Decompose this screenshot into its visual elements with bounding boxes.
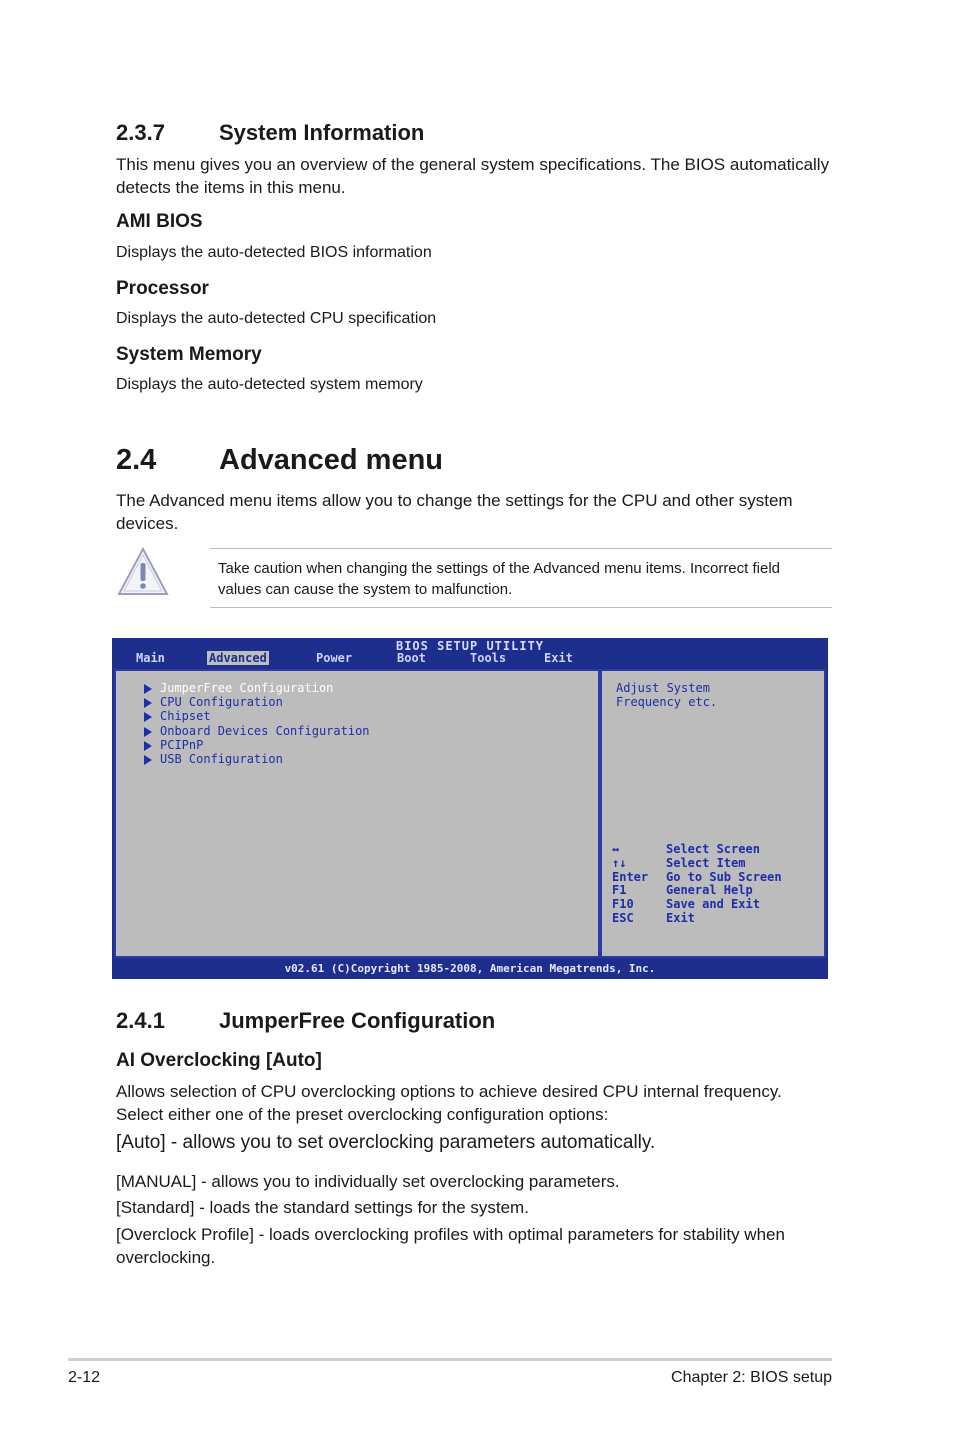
chapter-label: Chapter 2: BIOS setup [671,1369,832,1386]
ai-overclocking-intro: Allows selection of CPU overclocking options to achieve desired CPU internal frequency. Select either one of the preset overclocking configuration options: [116,1082,782,1124]
section-title: System Information [219,120,425,145]
bios-item-onboard[interactable]: Onboard Devices Configuration [160,724,370,738]
bios-key-action: Select Item [666,856,746,870]
warning-icon [116,546,170,598]
option-manual: [MANUAL] - allows you to individually set overclocking parameters. [116,1172,620,1191]
bios-key: F1 [612,883,627,897]
arrow-right-icon [144,712,152,722]
bios-key-action: Go to Sub Screen [666,870,782,884]
section-heading-2-3-7 [116,120,716,148]
caution-note: Take caution when changing the settings of the Advanced menu items. Incorrect field values can cause the system to malfunction. [218,560,781,598]
bios-tab-advanced[interactable]: Advanced [209,651,267,665]
bios-tab-power[interactable]: Power [316,651,353,665]
page-number: 2-12 [68,1369,101,1386]
bios-item-usb[interactable]: USB Configuration [160,752,283,766]
note-top-rule [210,548,832,549]
option-overclock-profile: [Overclock Profile] - loads overclocking profiles with optimal parameters for stability when overclocking. [116,1225,785,1267]
bios-tab-exit[interactable]: Exit [544,651,573,665]
note-bottom-rule [210,607,832,608]
item-desc-processor: Displays the auto-detected CPU specification [116,310,437,327]
bios-tab-boot[interactable]: Boot [397,651,426,665]
arrow-right-icon [144,755,152,765]
bios-help-line: Frequency etc. [616,695,718,709]
bios-tab-main[interactable]: Main [136,651,165,665]
bios-title: BIOS SETUP UTILITY [395,639,545,653]
bios-key-action: Select Screen [666,842,760,856]
option-auto: [Auto] - allows you to set overclocking parameters automatically. [116,1132,656,1153]
bios-tab-tools[interactable]: Tools [470,651,507,665]
ai-overclocking-title: AI Overclocking [Auto] [116,1050,322,1071]
section-title: Advanced menu [219,444,443,476]
bios-help-line: Adjust System [616,681,710,695]
item-desc-system-memory: Displays the auto-detected system memory [116,376,423,393]
bios-key-action: Exit [666,911,695,925]
bios-item-jumperfree[interactable]: JumperFree Configuration [160,681,334,695]
arrow-right-icon [144,698,152,708]
bios-main-panel [114,669,600,958]
bios-help-panel [600,669,826,958]
arrow-right-icon [144,741,152,751]
bios-key: ESC [612,911,634,925]
section-intro: The Advanced menu items allow you to change the settings for the CPU and other system devices. [116,491,793,533]
bios-copyright: v02.61 (C)Copyright 1985-2008, American Megatrends, Inc. [284,962,656,975]
section-title: JumperFree Configuration [219,1008,496,1033]
bios-key: F10 [612,897,634,911]
bios-item-chipset[interactable]: Chipset [160,709,211,723]
bios-key-action: General Help [666,883,753,897]
bios-key: Enter [612,870,649,884]
bios-item-cpu[interactable]: CPU Configuration [160,695,283,709]
section-intro: This menu gives you an overview of the general system specifications. The BIOS automatically detects the items in this menu. [116,155,830,197]
section-number: 2.4 [116,444,157,476]
item-title-processor: Processor [116,278,209,299]
bios-menu-bar [112,651,828,665]
item-title-ami-bios: AMI BIOS [116,211,203,232]
arrow-right-icon [144,727,152,737]
option-standard: [Standard] - loads the standard settings for the system. [116,1198,529,1217]
item-title-system-memory: System Memory [116,344,262,365]
bios-item-pcipnp[interactable]: PCIPnP [160,738,204,752]
arrow-right-icon [144,684,152,694]
section-number: 2.4.1 [116,1008,165,1033]
bios-key: ↔ [612,842,620,856]
section-heading-2-4 [116,444,716,480]
footer-rule [68,1358,832,1361]
item-desc-ami-bios: Displays the auto-detected BIOS information [116,244,432,261]
bios-screen [112,638,828,979]
section-number: 2.3.7 [116,120,165,145]
section-heading-2-4-1 [116,1008,716,1036]
bios-key: ↑↓ [612,856,627,870]
bios-key-action: Save and Exit [666,897,760,911]
